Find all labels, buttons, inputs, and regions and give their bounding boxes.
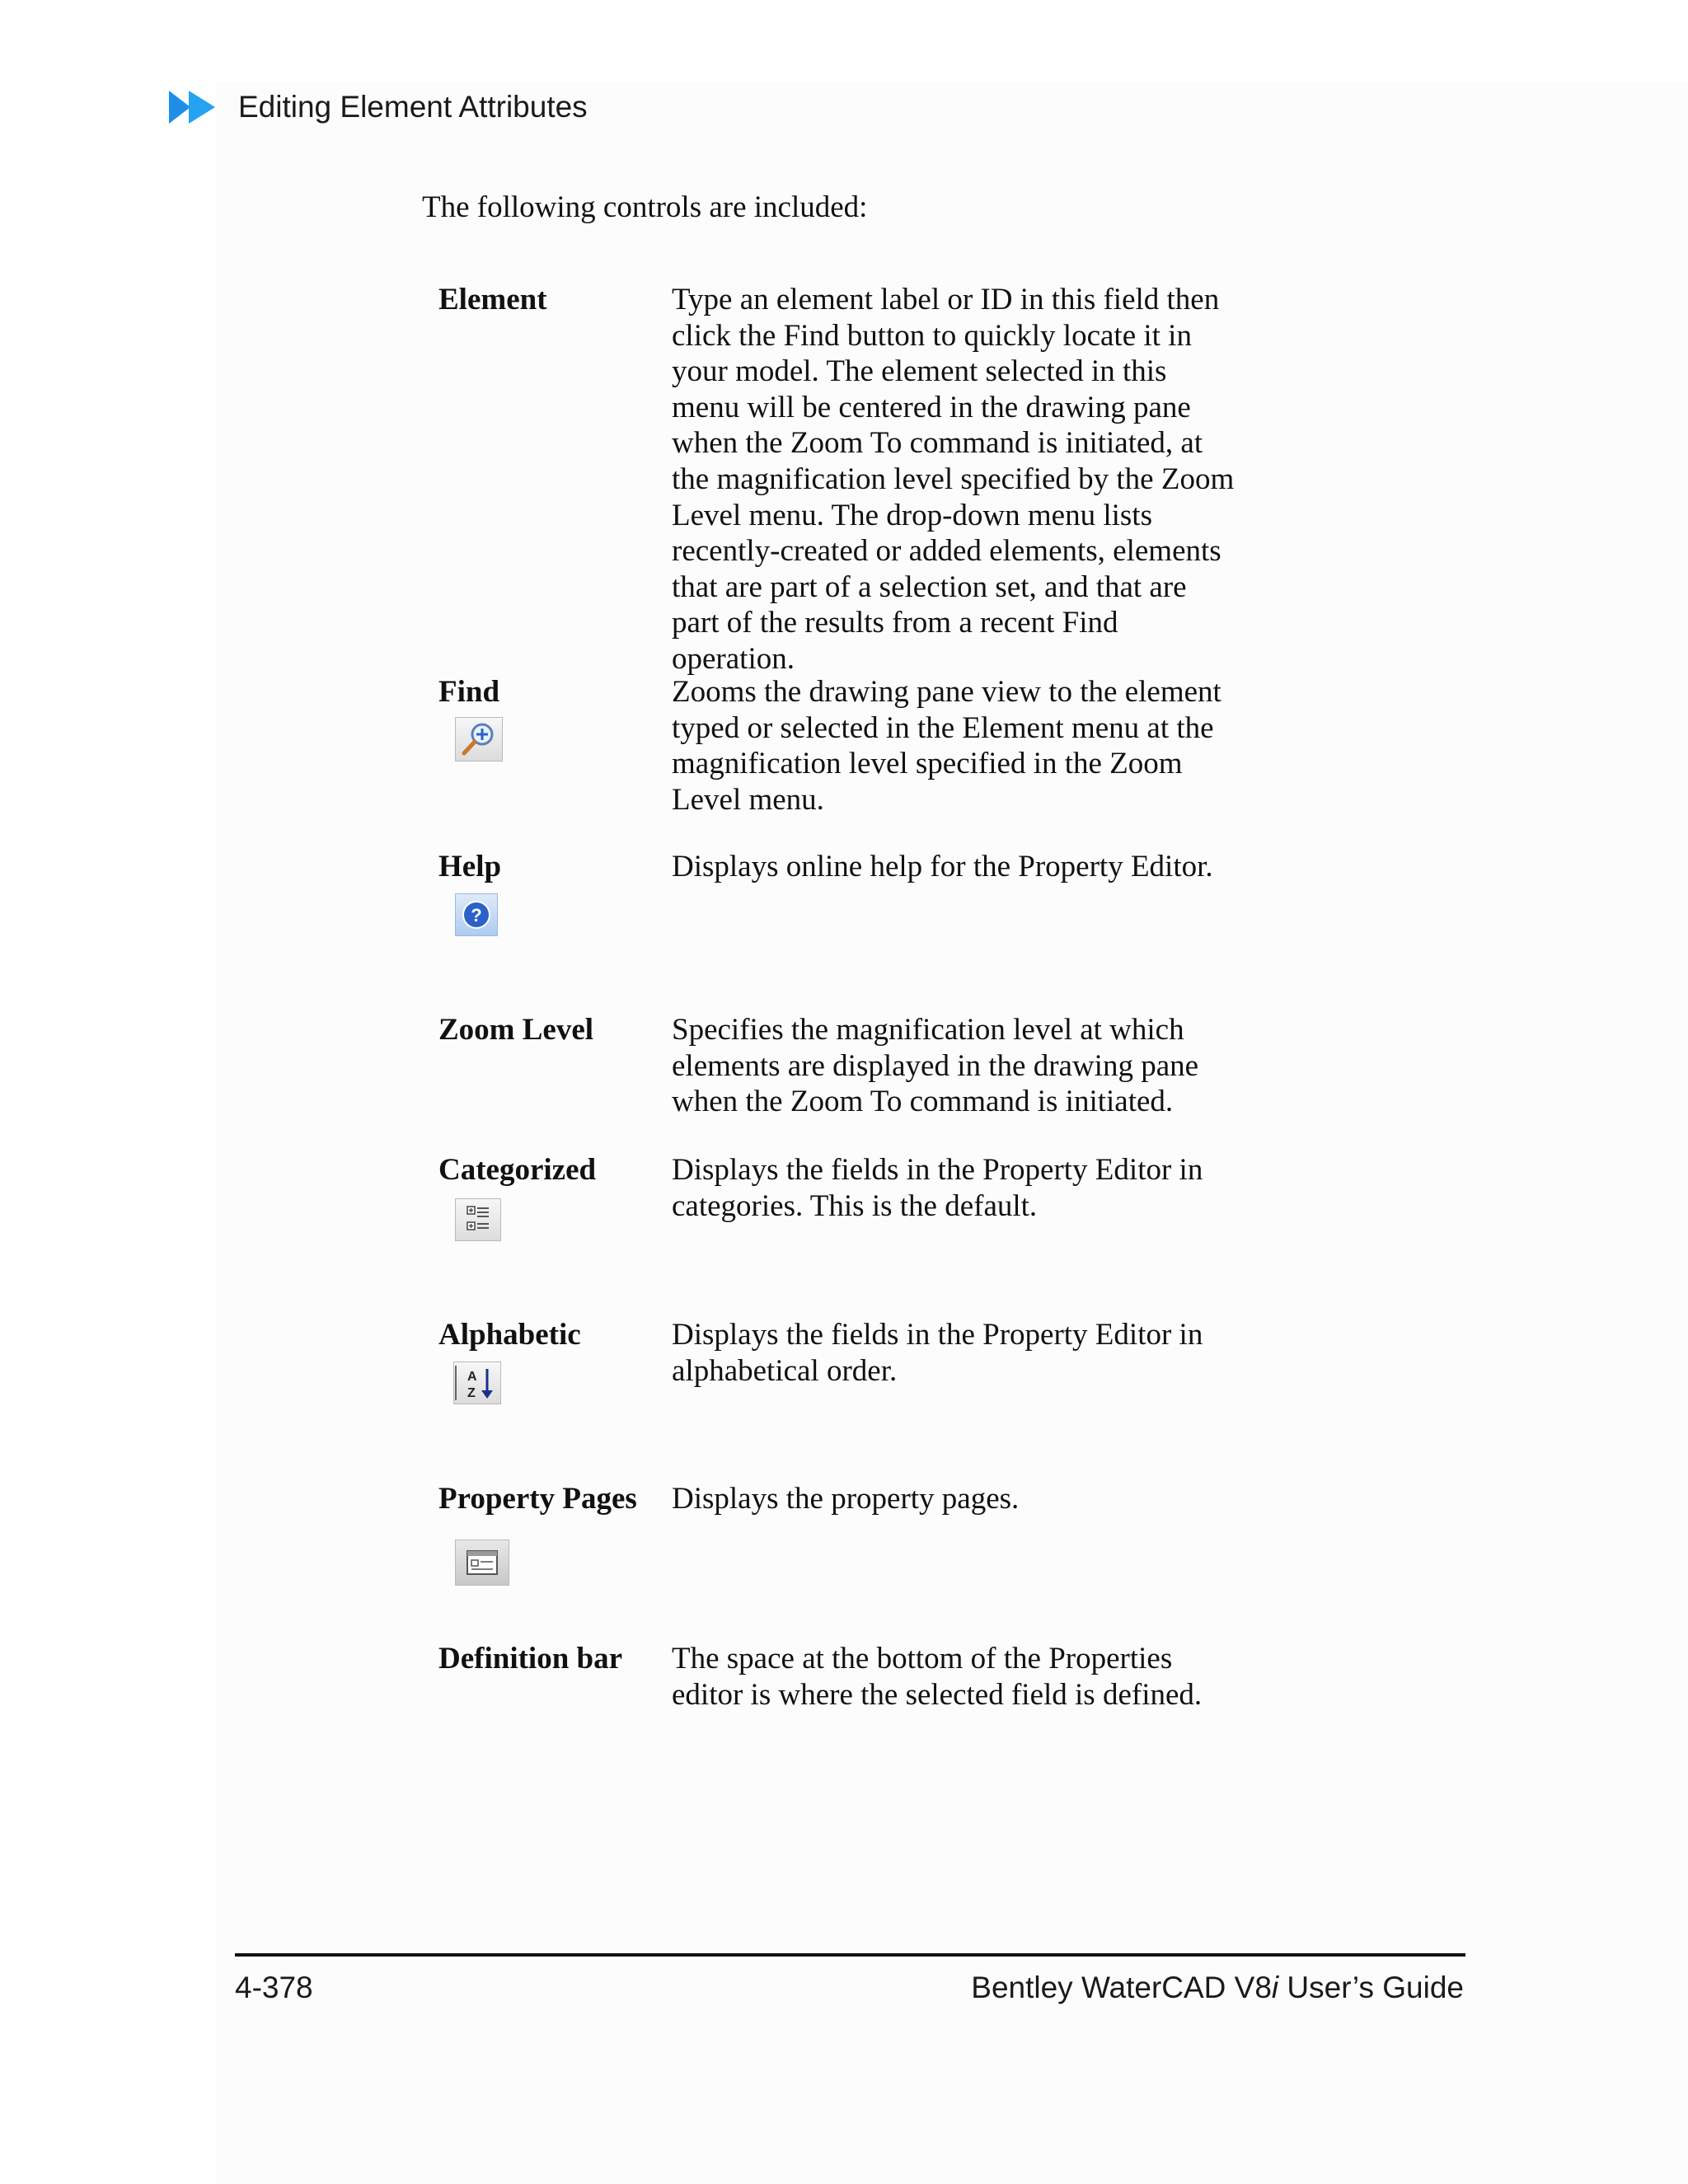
desc-property-pages: Displays the property pages.: [672, 1482, 1020, 1516]
term-element: Element: [438, 283, 547, 316]
term-zoom-level: Zoom Level: [438, 1013, 594, 1047]
alphabetic-sort-icon: [453, 1361, 501, 1404]
term-find: Find: [438, 675, 500, 709]
desc-categorized: Displays the fields in the Property Editor in categories. This is the default.: [672, 1153, 1203, 1223]
desc-zoom-level: Specifies the magnification level at which elements are displayed in the drawing pane when the Zoom To command is initiated.: [672, 1013, 1199, 1119]
desc-element: Type an element label or ID in this field then click the Find button to quickly locate it in your model. The element selected in this menu will be centered in the drawing pane when the Zoom To command is initiated, at the magnification level specified by the Zoom Level menu. The drop-down menu lists recently-created or added elements, elements that are part of a selection set, and that are part of the results from a recent Find operation.: [672, 283, 1235, 676]
guide-title-suffix: User’s Guide: [1278, 1971, 1464, 2004]
svg-text:?: ?: [471, 905, 482, 926]
running-header: [169, 87, 588, 127]
categorized-icon: [455, 1198, 501, 1241]
property-pages-icon: [455, 1540, 509, 1586]
svg-text:A: A: [467, 1370, 477, 1384]
svg-text:Z: Z: [467, 1386, 476, 1400]
term-categorized: Categorized: [438, 1153, 597, 1187]
desc-definition-bar: The space at the bottom of the Properties editor is where the selected field is defined.: [672, 1642, 1203, 1712]
desc-help: Displays online help for the Property Editor.: [672, 850, 1213, 883]
header-title: Editing Element Attributes: [238, 90, 588, 124]
desc-find: Zooms the drawing pane view to the element typed or selected in the Element menu at the magnification level specified in the Zoom Level menu.: [672, 675, 1221, 817]
page-number: 4-378: [235, 1971, 313, 2004]
guide-title-italic: i: [1271, 1971, 1279, 2004]
guide-title: [971, 1970, 1464, 2006]
desc-alphabetic: Displays the fields in the Property Editor in alphabetical order.: [672, 1318, 1203, 1388]
help-icon: [455, 893, 498, 936]
header-arrows-icon: [169, 89, 222, 125]
intro-text: The following controls are included:: [422, 190, 868, 224]
term-property-pages: Property Pages: [438, 1482, 637, 1516]
guide-title-prefix: Bentley WaterCAD V8: [971, 1971, 1272, 2004]
term-alphabetic: Alphabetic: [438, 1318, 581, 1352]
term-help: Help: [438, 850, 502, 883]
footer-rule: [235, 1953, 1465, 1957]
find-zoom-icon: [455, 717, 503, 762]
term-definition-bar: Definition bar: [438, 1642, 623, 1675]
